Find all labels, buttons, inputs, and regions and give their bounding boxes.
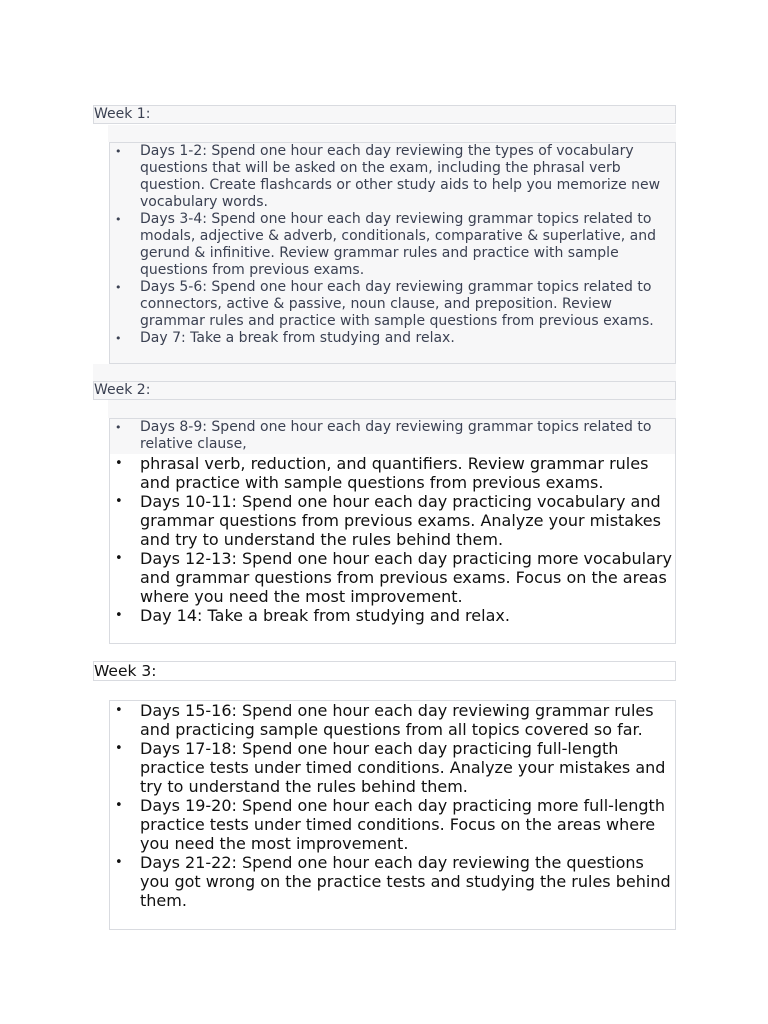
list-item: • Days 19-20: Spend one hour each day practicing more full-length practice tests under timed conditions. Focus on the areas where you need the most improvement.	[110, 796, 675, 853]
spacer-shade	[108, 400, 676, 418]
list-item: • Days 1-2: Spend one hour each day reviewing the types of vocabulary questions that will be asked on the exam, including the phrasal verb question. Create flashcards or other study aids to help you memorize new vocabulary words.	[110, 143, 675, 211]
list-item: • Days 5-6: Spend one hour each day reviewing grammar topics related to connectors, active & passive, noun clause, and preposition. Review grammar rules and practice with sample questions from previous exams.	[110, 279, 675, 330]
list-item: • Days 3-4: Spend one hour each day reviewing grammar topics related to modals, adjective & adverb, conditionals, comparative & superlative, and gerund & infinitive. Review grammar rules and practice with sample questions from previous exams.	[110, 211, 675, 279]
week-3-heading: Week 3:	[93, 661, 676, 681]
week-2-list	[109, 418, 676, 644]
list-item: • Days 8-9: Spend one hour each day reviewing grammar topics related to relative clause,	[110, 419, 675, 454]
list-item: • phrasal verb, reduction, and quantifiers. Review grammar rules and practice with sample questions from previous exams.	[110, 454, 675, 492]
list-item: • Days 21-22: Spend one hour each day reviewing the questions you got wrong on the practice tests and studying the rules behind them.	[110, 853, 675, 910]
spacer-shade	[93, 364, 676, 381]
spacer-shade	[108, 125, 676, 142]
week-1-heading: Week 1:	[93, 105, 676, 124]
list-item: • Days 10-11: Spend one hour each day practicing vocabulary and grammar questions from previous exams. Analyze your mistakes and try to understand the rules behind them.	[110, 492, 675, 549]
list-item: • Day 14: Take a break from studying and relax.	[110, 606, 675, 625]
list-item: • Days 12-13: Spend one hour each day practicing more vocabulary and grammar questions from previous exams. Focus on the areas where you need the most improvement.	[110, 549, 675, 606]
week-1-list	[109, 142, 676, 364]
week-3-list	[109, 700, 676, 930]
list-item: • Days 17-18: Spend one hour each day practicing full-length practice tests under timed conditions. Analyze your mistakes and try to understand the rules behind them.	[110, 739, 675, 796]
list-item: • Days 15-16: Spend one hour each day reviewing grammar rules and practicing sample questions from all topics covered so far.	[110, 701, 675, 739]
list-item: • Day 7: Take a break from studying and relax.	[110, 330, 675, 347]
week-2-heading: Week 2:	[93, 381, 676, 400]
